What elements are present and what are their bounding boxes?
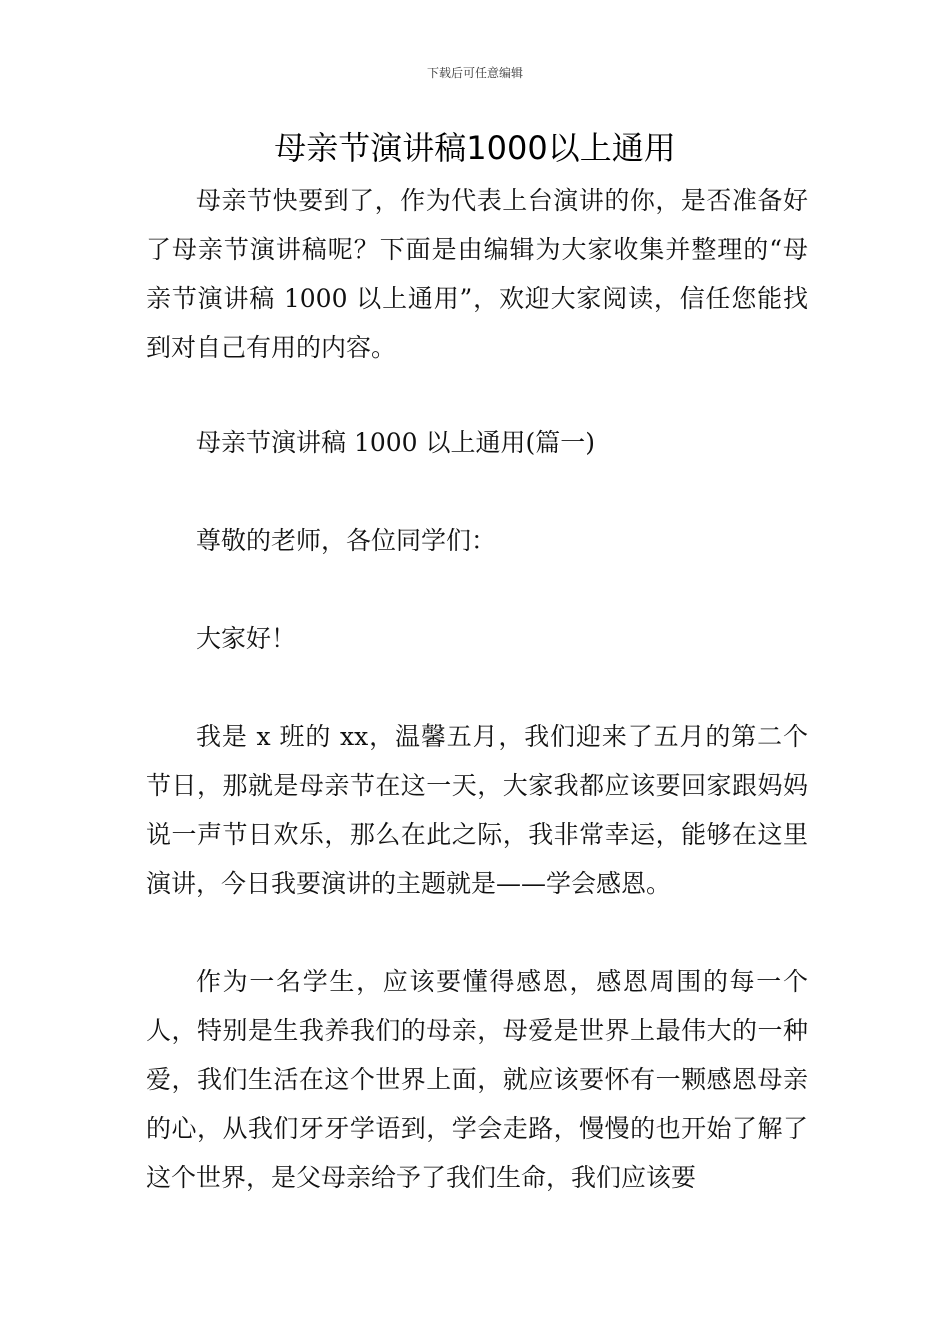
document-body [146,176,808,1202]
intro-paragraph: 母亲节快要到了，作为代表上台演讲的你，是否准备好了母亲节演讲稿呢？下面是由编辑为大家收集并整理的“母亲节演讲稿 1000 以上通用”，欢迎大家阅读，信任您能找到对自己有用的内容。 [146,186,808,362]
section-heading: 母亲节演讲稿 1000 以上通用(篇一) [196,428,596,457]
greeting: 大家好！ [196,624,297,653]
document-title: 母亲节演讲稿1000以上通用 [274,129,676,167]
body-paragraph: 我是 x 班的 xx，温馨五月，我们迎来了五月的第二个节日，那就是母亲节在这一天，大家我都应该要回家跟妈妈说一声节日欢乐，那么在此之际，我非常幸运，能够在这里演讲，今日我要演讲的主题就是——学会感恩。 [146,722,808,898]
salutation: 尊敬的老师，各位同学们： [196,526,497,555]
body-paragraph: 作为一名学生，应该要懂得感恩，感恩周围的每一个人，特别是生我养我们的母亲，母爱是世界上最伟大的一种爱，我们生活在这个世界上面，就应该要怀有一颗感恩母亲的心，从我们牙牙学语到，学会走路，慢慢的也开始了解了这个世界，是父母亲给予了我们生命，我们应该要 [146,967,808,1192]
header-note: 下载后可任意编辑 [426,66,523,80]
